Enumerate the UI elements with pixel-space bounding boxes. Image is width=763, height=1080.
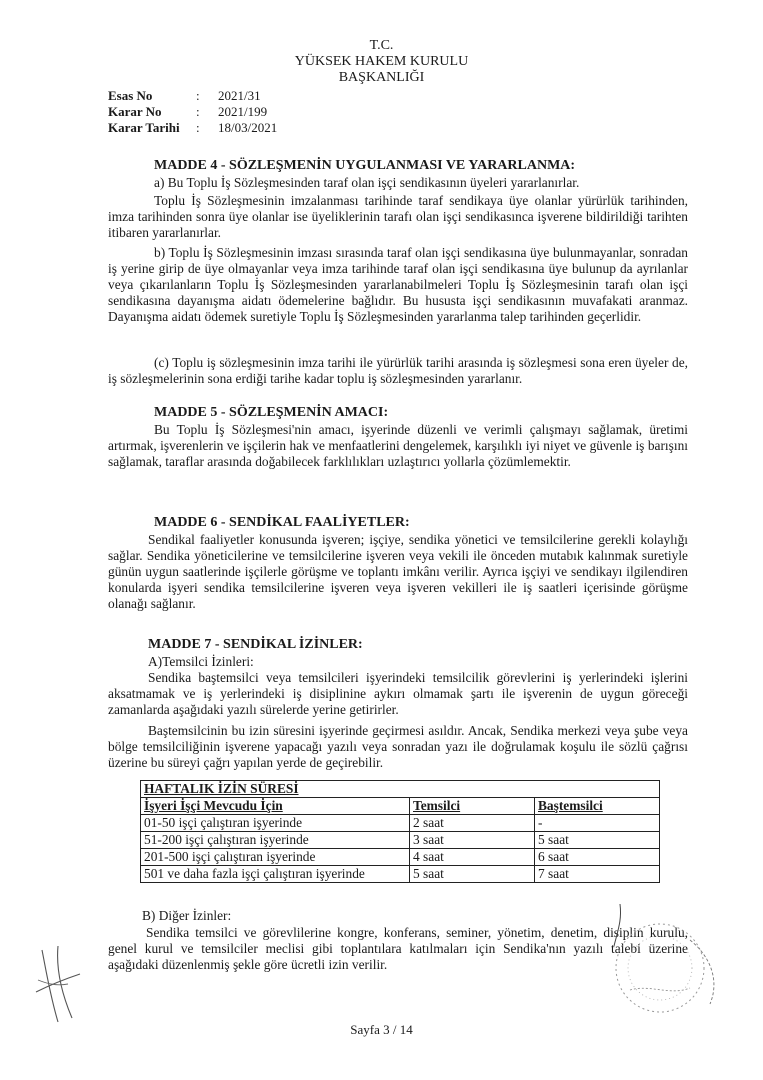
meta-karar-value: 2021/199	[218, 104, 268, 119]
table-cell: 5 saat	[410, 866, 535, 883]
header-tc: T.C.	[369, 38, 394, 53]
meta-tarih	[108, 120, 277, 136]
madde6-title: MADDE 6 - SENDİKAL FAALİYETLER:	[154, 515, 410, 530]
meta-esas-value: 2021/31	[218, 88, 261, 103]
weekly-leave-table	[140, 780, 660, 883]
madde7-para-2: Baştemsilcinin bu izin süresini işyerinde geçirmesi asıldır. Ancak, Sendika merkezi veya şube veya bölge temsilciliğinin işverene yapacağı yazılı veya sonradan yazı ile doğrulamak koşulu ile sözlü çağrısı üzerine bu süreyi çağrı yapılan yerde de geçirebilir.	[108, 723, 688, 770]
table-cell: -	[535, 815, 660, 832]
table-row	[141, 815, 660, 832]
page-number: Sayfa 3 / 14	[350, 1022, 413, 1037]
meta-karar-label: Karar No	[108, 104, 162, 119]
meta-tarih-label: Karar Tarihi	[108, 120, 180, 135]
madde5-para: Bu Toplu İş Sözleşmesi'nin amacı, işyerinde düzenli ve verimli çalışmayı sağlamak, üretimi artırmak, işverenlerin ve işçilerin hak ve menfaatlerini dengelemek, karşılıklı iyi niyet ve güvenle iş barışını sağlamak, taraflar arasında doğabilecek farklılıkları uzlaştırıcı yollarla çözümlemektir.	[108, 422, 688, 469]
meta-tarih-value: 18/03/2021	[218, 120, 278, 135]
madde7-para-1: Sendika baştemsilci veya temsilcileri işyerindeki temsilcilik görevlerini iş yerlerindeki işlerini aksatmamak ve iş yerlerindeki iş disiplinine aykırı olmamak şartı ile işverenin de uygun göreceği zamanlarda aşağıdaki yazılı sürelerde yerine getirirler.	[108, 670, 688, 717]
table-caption: HAFTALIK İZİN SÜRESİ	[141, 781, 660, 798]
madde7-sub-a: A)Temsilci İzinleri:	[148, 654, 254, 669]
header-department: BAŞKANLIĞI	[338, 70, 425, 85]
table-cell: 3 saat	[410, 832, 535, 849]
table-cell: 501 ve daha fazla işçi çalıştıran işyerinde	[141, 866, 410, 883]
table-cell: 7 saat	[535, 866, 660, 883]
madde4-para-a2: Toplu İş Sözleşmesinin imzalanması tarihinde taraf sendikaya üye olanlar yürürlük tarihinden, imza tarihinden sonra üye olanlar ise üyeliklerinin tarafı olan işçi sendikasınca işverene bildirildiği tarihten itibaren yararlanırlar.	[108, 193, 688, 240]
column-header: Temsilci	[410, 798, 535, 815]
madde7-sub-b: B) Diğer İzinler:	[142, 908, 232, 923]
madde5-title: MADDE 5 - SÖZLEŞMENİN AMACI:	[154, 405, 389, 420]
madde4-para-a: a) Bu Toplu İş Sözleşmesinden taraf olan işçi sendikasının üyeleri yararlanırlar.	[154, 175, 580, 190]
stamp-signature	[560, 900, 750, 1020]
table-cell: 6 saat	[535, 849, 660, 866]
table-row	[141, 866, 660, 883]
meta-colon: :	[196, 120, 200, 135]
table-cell: 51-200 işçi çalıştıran işyerinde	[141, 832, 410, 849]
madde4-para-b: b) Toplu İş Sözleşmesinin imzası sırasında taraf olan işçi sendikasına üye bulunmayanlar, sonradan iş yerine girip de üye olmayanlar veya imza tarihinde taraf olan işçi sendikasına üye bulunup da ayrılanlar veya çıkarılanların Toplu İş Sözleşmesinden yararlanabilmeleri Toplu İş Sözleşmesinin tarafı olan işçi sendikasına dayanışma aidatı ödemelerine bağlıdır. Bu hususta işçi sendikasının muvafakati aranmaz. Dayanışma aidatı ödemek suretiyle Toplu İş Sözleşmesinden yararlanma talep tarihinden geçerlidir.	[108, 245, 688, 324]
madde4-title: MADDE 4 - SÖZLEŞMENİN UYGULANMASI VE YARARLANMA:	[154, 158, 576, 173]
madde6-para: Sendikal faaliyetler konusunda işveren; işçiye, sendika yönetici ve temsilcilerine gerekli kolaylığı sağlar. Sendika yöneticilerine ve temsilcilerine işveren veya vekili ile önceden mutabık kalınmak suretiyle günün uygun saatlerinde işçilerle görüşme ve toplantı imkânı verilir. Ayrıca işçiyi ve sendikayı ilgilendiren konularda işyeri sendika temsilcilerine işveren veya işveren vekilleri ile iş saatleri içerisinde görüşme olanağı sağlanır.	[108, 532, 688, 611]
meta-colon: :	[196, 88, 200, 103]
meta-karar	[108, 104, 267, 120]
madde7-title: MADDE 7 - SENDİKAL İZİNLER:	[148, 637, 363, 652]
table-cell: 01-50 işçi çalıştıran işyerinde	[141, 815, 410, 832]
column-header: İşyeri İşçi Mevcudu İçin	[141, 798, 410, 815]
table-caption-row	[141, 781, 660, 798]
table-header-row	[141, 798, 660, 815]
meta-esas	[108, 88, 261, 104]
table-cell: 4 saat	[410, 849, 535, 866]
table-row	[141, 849, 660, 866]
table-cell: 201-500 işçi çalıştıran işyerinde	[141, 849, 410, 866]
table-row	[141, 832, 660, 849]
meta-colon: :	[196, 104, 200, 119]
table-cell: 5 saat	[535, 832, 660, 849]
meta-esas-label: Esas No	[108, 88, 153, 103]
header-institution: YÜKSEK HAKEM KURULU	[294, 54, 469, 69]
initials-signature	[28, 940, 88, 1030]
madde7-para-3: Sendika temsilci ve görevlilerine kongre, konferans, seminer, yönetim, denetim, disiplin kurulu, genel kurul ve temsilciler meclisi gibi toplantılara katılmaları için Sendika'nın yazılı talebi üzerine aşağıdaki düzenlenmiş şekle göre ücretli izin verilir.	[108, 925, 688, 972]
column-header: Baştemsilci	[535, 798, 660, 815]
table-cell: 2 saat	[410, 815, 535, 832]
madde4-para-c: (c) Toplu iş sözleşmesinin imza tarihi ile yürürlük tarihi arasında iş sözleşmesi sona eren üyeler de, iş sözleşmelerinin sona erdiği tarihe kadar toplu iş sözleşmesinden yararlanır.	[108, 355, 688, 386]
